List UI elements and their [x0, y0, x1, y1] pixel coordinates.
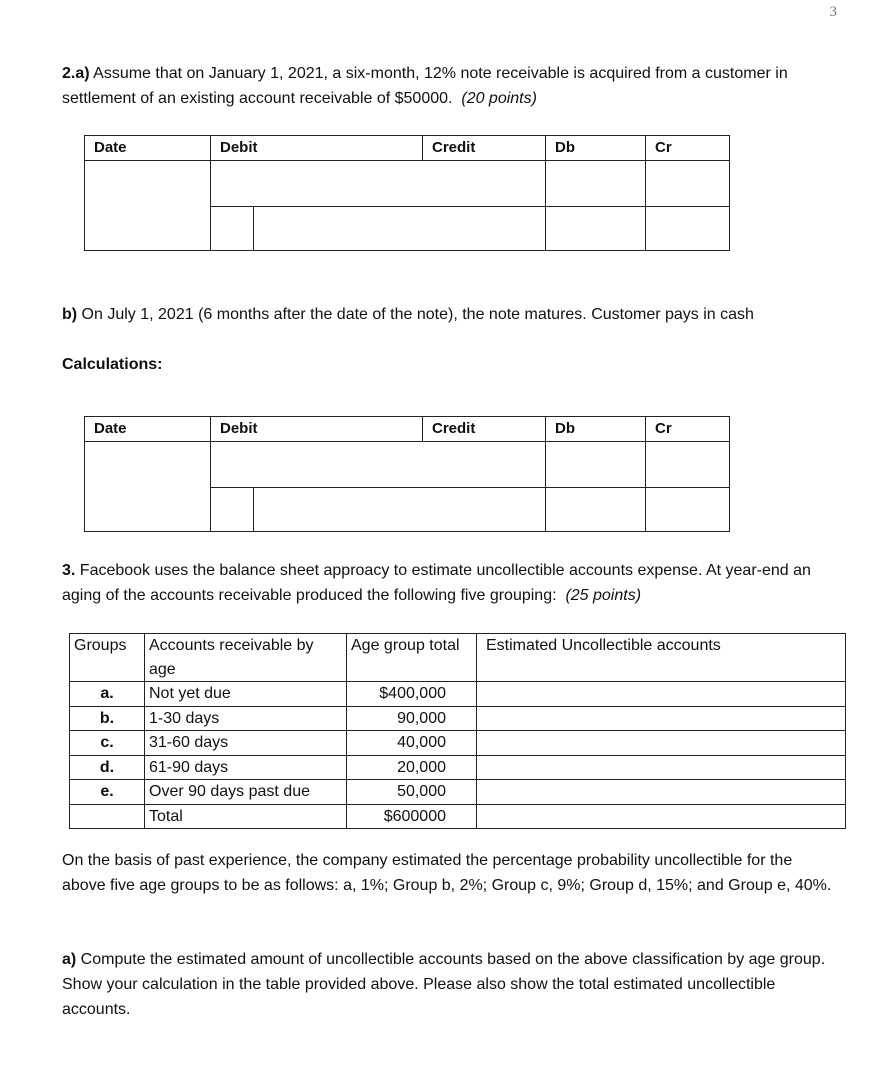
col-date-header: Date — [94, 139, 127, 156]
table-row — [70, 731, 846, 756]
age-cell: Not yet due — [145, 682, 347, 707]
header-accounts-receivable: Accounts receivable by age — [145, 634, 347, 682]
header-estimated-uncollectible: Estimated Uncollectible accounts — [477, 634, 846, 682]
question-3-label: 3. — [62, 562, 76, 579]
estimate-cell — [477, 755, 846, 780]
estimate-cell — [477, 804, 846, 829]
aging-table — [69, 633, 846, 829]
group-cell: a. — [70, 682, 145, 707]
question-2a-text: Assume that on January 1, 2021, a six-month, 12% note receivable is acquired from a customer in settlement of an existing account receivable of $50000. — [62, 65, 788, 107]
question-3a-label: a) — [62, 951, 77, 968]
question-3a — [62, 947, 837, 1022]
col-date-header: Date — [94, 420, 127, 437]
age-cell: 61-90 days — [145, 755, 347, 780]
estimate-cell — [477, 780, 846, 805]
estimate-cell — [477, 731, 846, 756]
estimate-cell — [477, 682, 846, 707]
total-cell: 20,000 — [347, 755, 477, 780]
total-cell: $600000 — [347, 804, 477, 829]
group-cell: e. — [70, 780, 145, 805]
col-cr-header: Cr — [655, 139, 672, 156]
header-groups: Groups — [70, 634, 145, 682]
question-2a-points: (20 points) — [461, 90, 537, 107]
age-cell: 31-60 days — [145, 731, 347, 756]
question-3-points: (25 points) — [565, 587, 642, 604]
col-db-header: Db — [555, 139, 575, 156]
group-cell: d. — [70, 755, 145, 780]
estimate-cell — [477, 706, 846, 731]
question-2b-text: On July 1, 2021 (6 months after the date of the note), the note matures. Customer pays in cash — [77, 306, 754, 323]
table-total-row — [70, 804, 846, 829]
basis-paragraph: On the basis of past experience, the company estimated the percentage probability uncollectible for the above five age groups to be as follows: a, 1%; Group b, 2%; Group c, 9%; Group d, 15%; and Group e, 40%. — [62, 852, 832, 894]
total-cell: 50,000 — [347, 780, 477, 805]
total-cell: $400,000 — [347, 682, 477, 707]
total-cell: 40,000 — [347, 731, 477, 756]
aging-header-row — [70, 634, 846, 682]
question-2b — [62, 302, 842, 327]
question-2a — [62, 61, 842, 111]
journal-table-2b — [84, 416, 730, 532]
col-credit-header: Credit — [432, 139, 476, 156]
journal-table-2a — [84, 135, 730, 251]
col-debit-header: Debit — [220, 420, 258, 437]
age-cell: 1-30 days — [145, 706, 347, 731]
journal-header-row — [85, 417, 729, 442]
group-cell — [70, 804, 145, 829]
group-cell: c. — [70, 731, 145, 756]
total-cell: 90,000 — [347, 706, 477, 731]
page-number: 3 — [829, 4, 837, 20]
question-3 — [62, 558, 832, 608]
col-debit-header: Debit — [220, 139, 258, 156]
col-db-header: Db — [555, 420, 575, 437]
header-age-group-total: Age group total — [347, 634, 477, 682]
question-3a-text: Compute the estimated amount of uncollectible accounts based on the above classification by age group. Show your calculation in the table provided above. Please also show the total estimated uncollectible accounts. — [62, 951, 826, 1018]
table-row — [70, 682, 846, 707]
group-cell: b. — [70, 706, 145, 731]
table-row — [70, 755, 846, 780]
question-2a-label: 2.a) — [62, 65, 90, 82]
col-cr-header: Cr — [655, 420, 672, 437]
table-row — [70, 706, 846, 731]
age-cell: Over 90 days past due — [145, 780, 347, 805]
col-credit-header: Credit — [432, 420, 476, 437]
question-3-text: Facebook uses the balance sheet approacy to estimate uncollectible accounts expense. At year-end an aging of the accounts receivable produced the following five grouping: — [62, 562, 811, 604]
table-row — [70, 780, 846, 805]
age-cell: Total — [145, 804, 347, 829]
journal-header-row — [85, 136, 729, 161]
calculations-label: Calculations: — [62, 356, 163, 373]
question-2b-label: b) — [62, 306, 78, 323]
